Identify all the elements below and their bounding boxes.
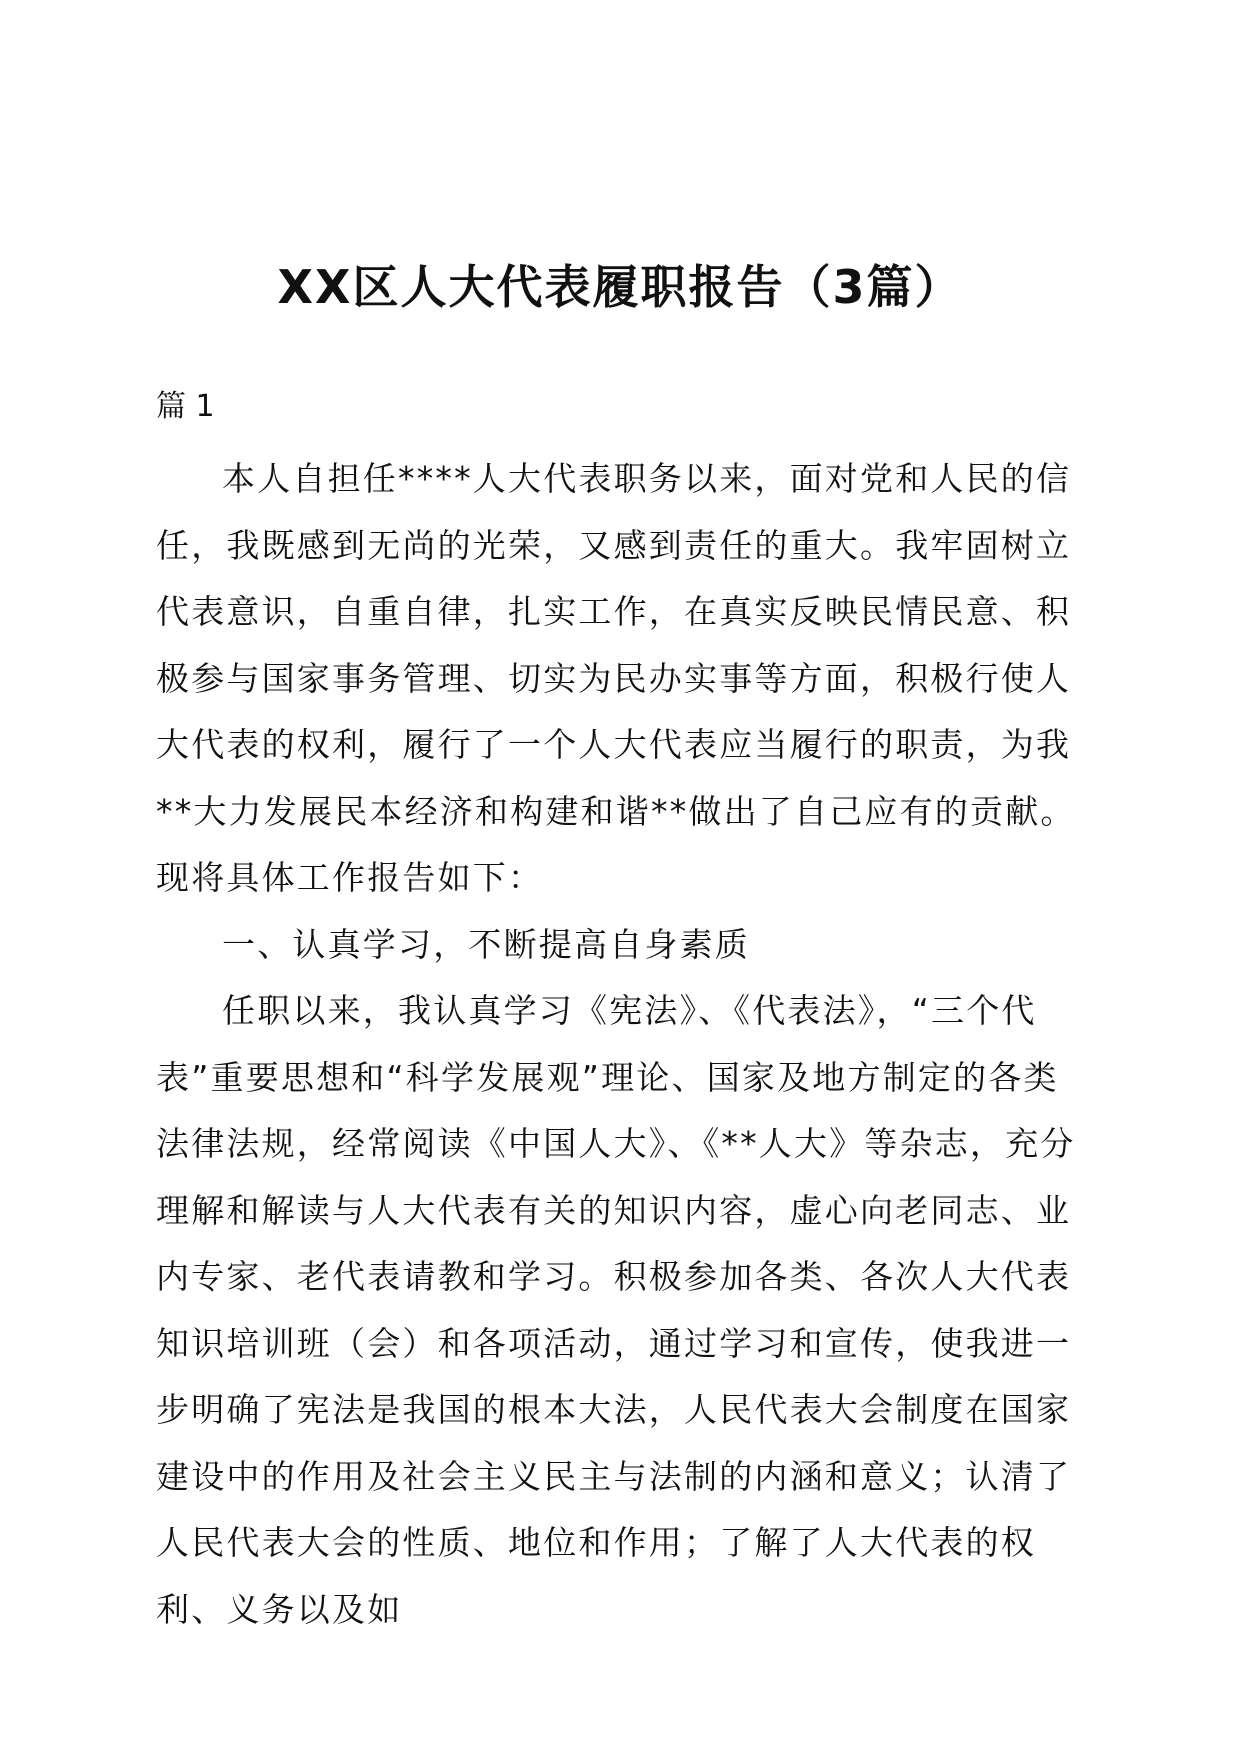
section-heading: 一、认真学习，不断提高自身素质 (222, 924, 750, 964)
document-title: XX区人大代表履职报告（3篇） (277, 260, 963, 314)
section-label: 篇 1 (156, 389, 215, 424)
body-paragraph: 任职以来，我认真学习《宪法》、《代表法》，“三个代表”重要思想和“科学发展观”理论、国家及地方制定的各类法律法规，经常阅读《中国人大》、《**人大》等杂志，充分理解和解读与人大代表有关的知识内容，虚心向老同志、业内专家、老代表请教和学习。积极参加各类、各次人大代表知识培训班（会）和各项活动，通过学习和宣传，使我进一步明确了宪法是我国的根本大法，人民代表大会制度在国家建设中的作用及社会主义民主与法制的内涵和意义；认清了人民代表大会的性质、地位和作用；了解了人大代表的权利、义务以及如 (156, 991, 1076, 1629)
document-body (156, 446, 1086, 1643)
body-paragraph: 本人自担任****人大代表职务以来，面对党和人民的信任，我既感到无尚的光荣，又感到责任的重大。我牢固树立代表意识，自重自律，扎实工作，在真实反映民情民意、积极参与国家事务管理、切实为民办实事等方面，积极行使人大代表的权利，履行了一个人大代表应当履行的职责，为我**大力发展民本经济和构建和谐**做出了自己应有的贡献。现将具体工作报告如下： (156, 459, 1076, 897)
